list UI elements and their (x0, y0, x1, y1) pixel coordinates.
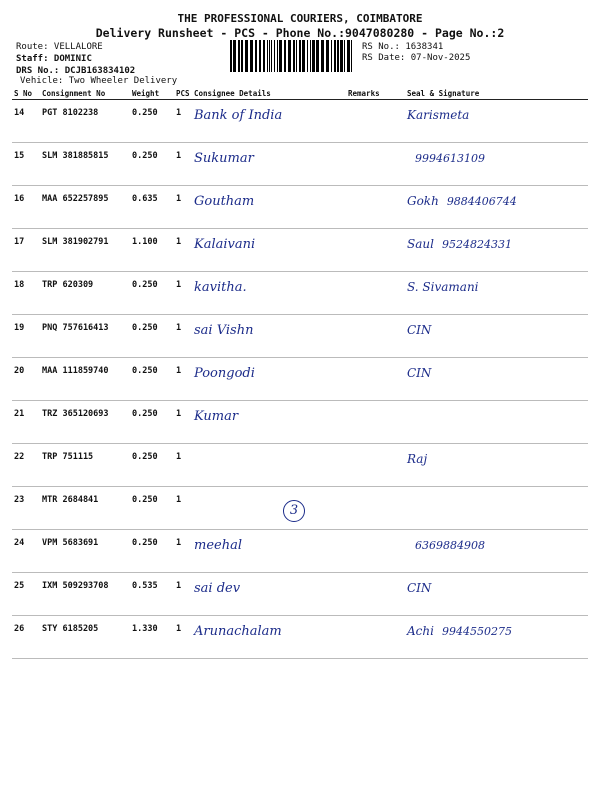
barcode-bar (351, 40, 352, 72)
barcode-bar (263, 40, 265, 72)
row-remarks (346, 143, 405, 186)
row-sno: 14 (12, 100, 40, 143)
row-consignment: MTR 2684841 (40, 487, 130, 530)
row-consignee: Bank of India (192, 100, 346, 143)
runsheet-title: Delivery Runsheet - PCS - Phone No.:9047080280 - Page No.:2 (95, 26, 505, 40)
row-weight: 0.635 (130, 186, 174, 229)
row-signature: CIN (405, 358, 588, 401)
row-pcs: 1 (174, 401, 192, 444)
runsheet-table (12, 88, 588, 659)
row-remarks (346, 272, 405, 315)
col-remarks: Remarks (346, 88, 405, 100)
table-row (12, 573, 588, 616)
barcode-bar (233, 40, 236, 72)
row-phone: 9884406744 (446, 195, 517, 208)
row-remarks (346, 186, 405, 229)
row-pcs: 1 (174, 229, 192, 272)
row-phone: 9524824331 (441, 238, 512, 251)
row-consignment: IXM 509293708 (40, 573, 130, 616)
row-sno: 18 (12, 272, 40, 315)
staff: Staff: DOMINIC (16, 54, 92, 64)
barcode-bar (288, 40, 291, 72)
row-pcs: 1 (174, 315, 192, 358)
barcode-bar (302, 40, 305, 72)
row-remarks (346, 487, 405, 530)
rs-date: RS Date: 07-Nov-2025 (362, 53, 471, 63)
table-row (12, 272, 588, 315)
row-pcs: 1 (174, 100, 192, 143)
row-signature-text: Gokh (407, 194, 439, 208)
row-weight: 0.250 (130, 100, 174, 143)
barcode-bar (267, 40, 268, 72)
row-signature (405, 143, 588, 186)
row-weight: 0.250 (130, 444, 174, 487)
barcode-bar (241, 40, 243, 72)
row-sno: 25 (12, 573, 40, 616)
row-consignee: sai Vishn (192, 315, 346, 358)
drs-number: DRS No.: DCJB163834102 (16, 66, 136, 76)
table-row (12, 616, 588, 659)
row-signature (405, 530, 588, 573)
row-signature: CIN (405, 573, 588, 616)
row-signature (405, 229, 588, 272)
row-pcs: 1 (174, 358, 192, 401)
row-remarks (346, 100, 405, 143)
row-consignee (192, 487, 346, 530)
barcode-bar (334, 40, 336, 72)
barcode-bar (310, 40, 311, 72)
barcode-bar (296, 40, 297, 72)
barcode-bar (279, 40, 282, 72)
row-signature: Karismeta (405, 100, 588, 143)
barcode-bar (299, 40, 301, 72)
row-sno: 24 (12, 530, 40, 573)
row-remarks (346, 573, 405, 616)
row-remarks (346, 444, 405, 487)
row-consignment: SLM 381885815 (40, 143, 130, 186)
col-consignment: Consignment No (40, 88, 130, 100)
table-row (12, 401, 588, 444)
row-signature (405, 401, 588, 444)
table-row (12, 358, 588, 401)
row-pcs: 1 (174, 616, 192, 659)
row-sno: 19 (12, 315, 40, 358)
barcode-bar (245, 40, 248, 72)
row-signature (405, 487, 588, 530)
barcode-bar (255, 40, 257, 72)
row-consignment: PGT 8102238 (40, 100, 130, 143)
row-weight: 0.250 (130, 401, 174, 444)
row-consignment: TRZ 365120693 (40, 401, 130, 444)
barcode-bar (269, 40, 270, 72)
row-consignee: kavitha. (192, 272, 346, 315)
row-weight: 1.100 (130, 229, 174, 272)
barcode-bar (284, 40, 286, 72)
company-name: THE PROFESSIONAL COURIERS, COIMBATORE (177, 12, 423, 25)
barcode-bar (238, 40, 240, 72)
row-consignment: TRP 751115 (40, 444, 130, 487)
row-remarks (346, 616, 405, 659)
row-remarks (346, 401, 405, 444)
row-remarks (346, 315, 405, 358)
row-sno: 15 (12, 143, 40, 186)
col-consignee: Consignee Details (192, 88, 346, 100)
row-remarks (346, 229, 405, 272)
row-pcs: 1 (174, 186, 192, 229)
row-signature (405, 186, 588, 229)
row-phone: 6369884908 (415, 539, 485, 552)
row-weight: 0.250 (130, 358, 174, 401)
barcode-bar (321, 40, 324, 72)
row-remarks (346, 358, 405, 401)
table-row (12, 315, 588, 358)
col-signature: Seal & Signature (405, 88, 588, 100)
table-row (12, 229, 588, 272)
row-signature (405, 616, 588, 659)
row-sno: 17 (12, 229, 40, 272)
table-row (12, 143, 588, 186)
table-row (12, 444, 588, 487)
table-row (12, 100, 588, 143)
rs-number: RS No.: 1638341 (362, 42, 444, 52)
barcode-bar (293, 40, 295, 72)
row-sno: 16 (12, 186, 40, 229)
barcode-bar (271, 40, 272, 72)
barcode-bar (344, 40, 345, 72)
route: Route: VELLALORE (16, 42, 103, 52)
row-consignee: Arunachalam (192, 616, 346, 659)
row-weight: 0.250 (130, 143, 174, 186)
row-pcs: 1 (174, 487, 192, 530)
row-consignment: VPM 5683691 (40, 530, 130, 573)
barcode-bar (277, 40, 278, 72)
row-weight: 0.250 (130, 272, 174, 315)
row-consignee: Kumar (192, 401, 346, 444)
row-pcs: 1 (174, 573, 192, 616)
barcode (230, 40, 356, 72)
row-sno: 22 (12, 444, 40, 487)
barcode-bar (307, 40, 308, 72)
row-consignment: TRP 620309 (40, 272, 130, 315)
row-consignee: Goutham (192, 186, 346, 229)
table-row (12, 530, 588, 573)
col-pcs: PCS (174, 88, 192, 100)
barcode-bar (316, 40, 319, 72)
row-consignment: PNQ 757616413 (40, 315, 130, 358)
row-phone: 9994613109 (415, 152, 485, 165)
row-weight: 0.250 (130, 530, 174, 573)
row-pcs: 1 (174, 444, 192, 487)
row-weight: 0.535 (130, 573, 174, 616)
barcode-bar (347, 40, 350, 72)
table-row (12, 186, 588, 229)
row-remarks (346, 530, 405, 573)
row-consignee: Kalaivani (192, 229, 346, 272)
row-weight: 0.250 (130, 487, 174, 530)
row-consignment: MAA 111859740 (40, 358, 130, 401)
row-weight: 1.330 (130, 616, 174, 659)
row-sno: 20 (12, 358, 40, 401)
row-signature-text: Saul (407, 237, 434, 251)
row-weight: 0.250 (130, 315, 174, 358)
row-pcs: 1 (174, 143, 192, 186)
row-consignee: sai dev (192, 573, 346, 616)
circled-count: 3 (283, 500, 305, 522)
row-consignment: MAA 652257895 (40, 186, 130, 229)
barcode-bar (337, 40, 339, 72)
row-consignee: Poongodi (192, 358, 346, 401)
barcode-bar (340, 40, 343, 72)
row-sno: 21 (12, 401, 40, 444)
row-signature: S. Sivamani (405, 272, 588, 315)
row-consignment: STY 6185205 (40, 616, 130, 659)
barcode-bar (230, 40, 232, 72)
row-sno: 26 (12, 616, 40, 659)
row-pcs: 1 (174, 272, 192, 315)
vehicle: Vehicle: Two Wheeler Delivery (20, 76, 178, 86)
barcode-bar (274, 40, 275, 72)
col-sno: S No (12, 88, 40, 100)
row-signature: Raj (405, 444, 588, 487)
table-header (12, 88, 588, 100)
row-consignment: SLM 381902791 (40, 229, 130, 272)
row-pcs: 1 (174, 530, 192, 573)
barcode-bar (326, 40, 329, 72)
barcode-bar (331, 40, 332, 72)
row-consignee: meehal (192, 530, 346, 573)
row-consignee (192, 444, 346, 487)
barcode-bar (250, 40, 253, 72)
row-signature-text: Achi (407, 624, 434, 638)
row-sno: 23 (12, 487, 40, 530)
barcode-bar (259, 40, 261, 72)
barcode-bar (312, 40, 315, 72)
row-signature: CIN (405, 315, 588, 358)
row-consignee: Sukumar (192, 143, 346, 186)
col-weight: Weight (130, 88, 174, 100)
row-phone: 9944550275 (441, 625, 512, 638)
